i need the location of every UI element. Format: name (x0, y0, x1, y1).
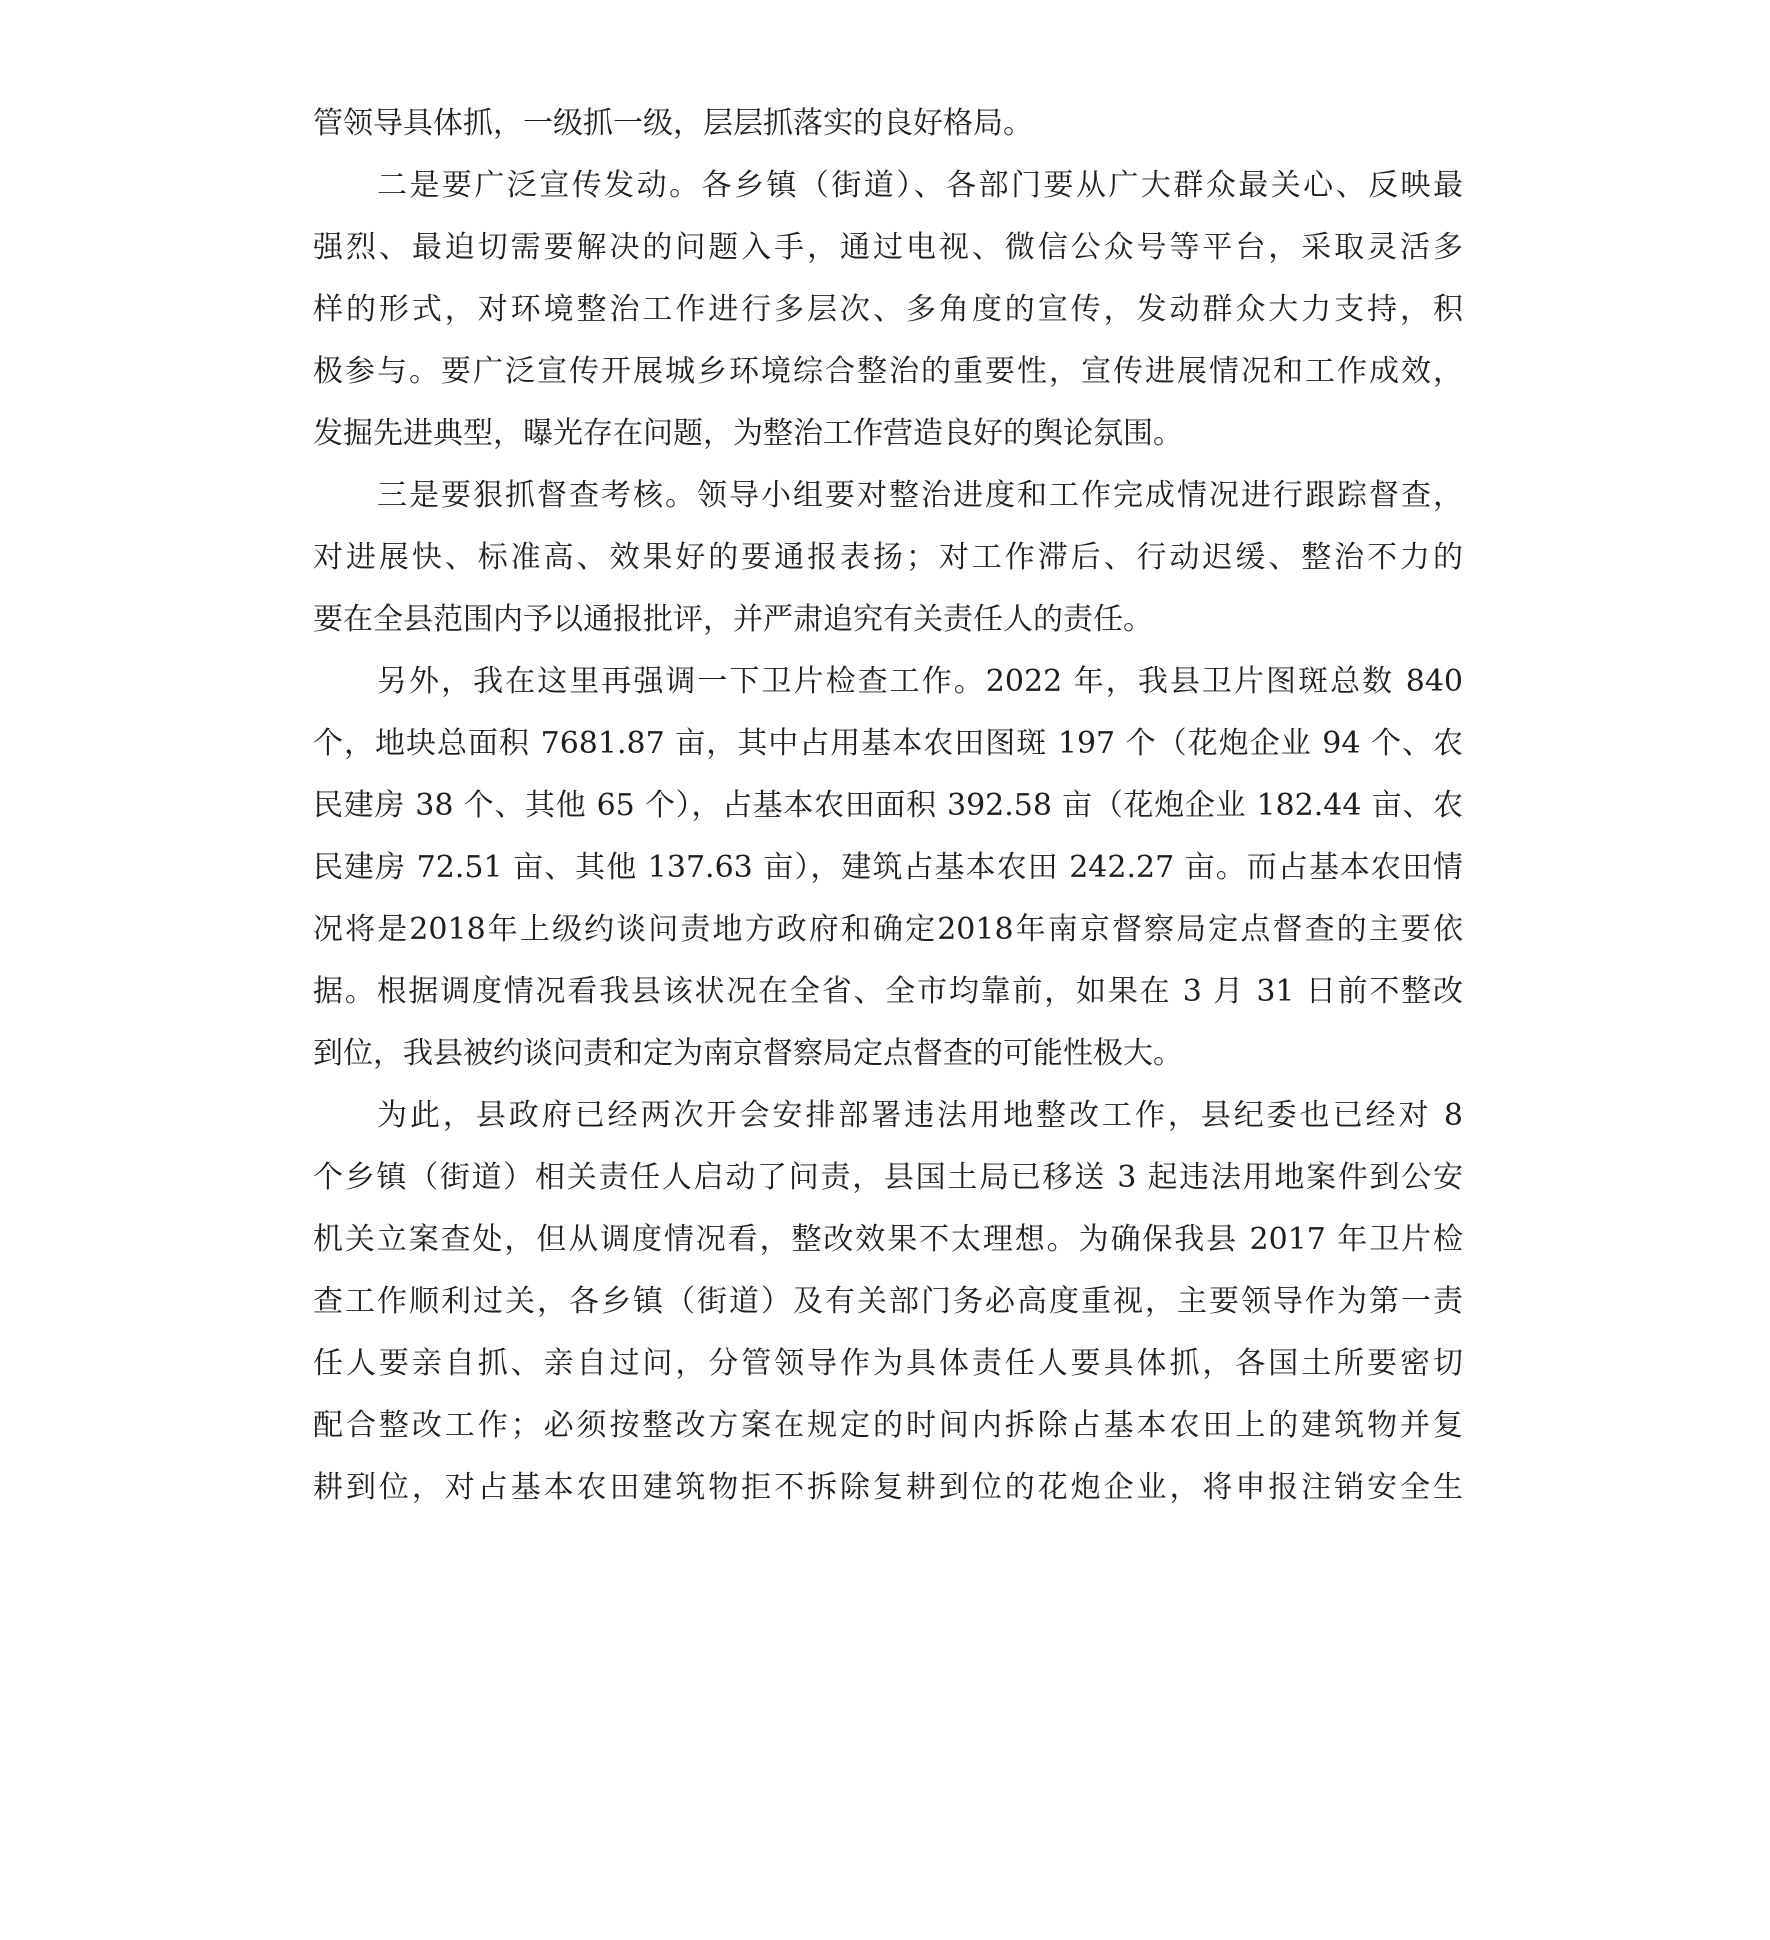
text-line: 到位，我县被约谈问责和定为南京督察局定点督查的可能性极大。 (313, 1036, 1183, 1071)
text-line: 查工作顺利过关，各乡镇（街道）及有关部门务必高度重视，主要领导作为第一责 (313, 1284, 1463, 1319)
text-line: 三是要狠抓督查考核。领导小组要对整治进度和工作完成情况进行跟踪督查， (377, 478, 1463, 513)
text-line: 况将是2018年上级约谈问责地方政府和确定2018年南京督察局定点督查的主要依 (313, 912, 1463, 947)
text-line: 管领导具体抓，一级抓一级，层层抓落实的良好格局。 (313, 106, 1033, 141)
text-line: 另外，我在这里再强调一下卫片检查工作。2022 年，我县卫片图斑总数 840 (377, 664, 1463, 699)
text-line: 强烈、最迫切需要解决的问题入手，通过电视、微信公众号等平台，采取灵活多 (313, 230, 1463, 265)
text-line: 配合整改工作；必须按整改方案在规定的时间内拆除占基本农田上的建筑物并复 (313, 1408, 1463, 1443)
text-line: 为此，县政府已经两次开会安排部署违法用地整改工作，县纪委也已经对 8 (377, 1098, 1463, 1133)
text-line: 个，地块总面积 7681.87 亩，其中占用基本农田图斑 197 个（花炮企业 94 个、农 (313, 726, 1463, 761)
text-line: 对进展快、标准高、效果好的要通报表扬；对工作滞后、行动迟缓、整治不力的 (313, 540, 1463, 575)
text-line: 样的形式，对环境整治工作进行多层次、多角度的宣传，发动群众大力支持，积 (313, 292, 1463, 327)
text-line: 机关立案查处，但从调度情况看，整改效果不太理想。为确保我县 2017 年卫片检 (313, 1222, 1463, 1257)
text-line: 要在全县范围内予以通报批评，并严肃追究有关责任人的责任。 (313, 602, 1153, 637)
text-line: 极参与。要广泛宣传开展城乡环境综合整治的重要性，宣传进展情况和工作成效， (313, 354, 1463, 389)
text-line: 任人要亲自抓、亲自过问，分管领导作为具体责任人要具体抓，各国土所要密切 (313, 1346, 1463, 1381)
document-body (313, 93, 1463, 1519)
text-line: 据。根据调度情况看我县该状况在全省、全市均靠前，如果在 3 月 31 日前不整改 (313, 974, 1463, 1009)
text-line: 二是要广泛宣传发动。各乡镇（街道）、各部门要从广大群众最关心、反映最 (377, 168, 1463, 203)
text-line: 民建房 38 个、其他 65 个），占基本农田面积 392.58 亩（花炮企业 182.44 亩、农 (313, 788, 1463, 823)
text-line: 民建房 72.51 亩、其他 137.63 亩），建筑占基本农田 242.27 亩。而占基本农田情 (313, 850, 1463, 885)
text-line: 个乡镇（街道）相关责任人启动了问责，县国土局已移送 3 起违法用地案件到公安 (313, 1160, 1463, 1195)
text-line: 耕到位，对占基本农田建筑物拒不拆除复耕到位的花炮企业，将申报注销安全生 (313, 1470, 1463, 1505)
text-line: 发掘先进典型，曝光存在问题，为整治工作营造良好的舆论氛围。 (313, 416, 1183, 451)
